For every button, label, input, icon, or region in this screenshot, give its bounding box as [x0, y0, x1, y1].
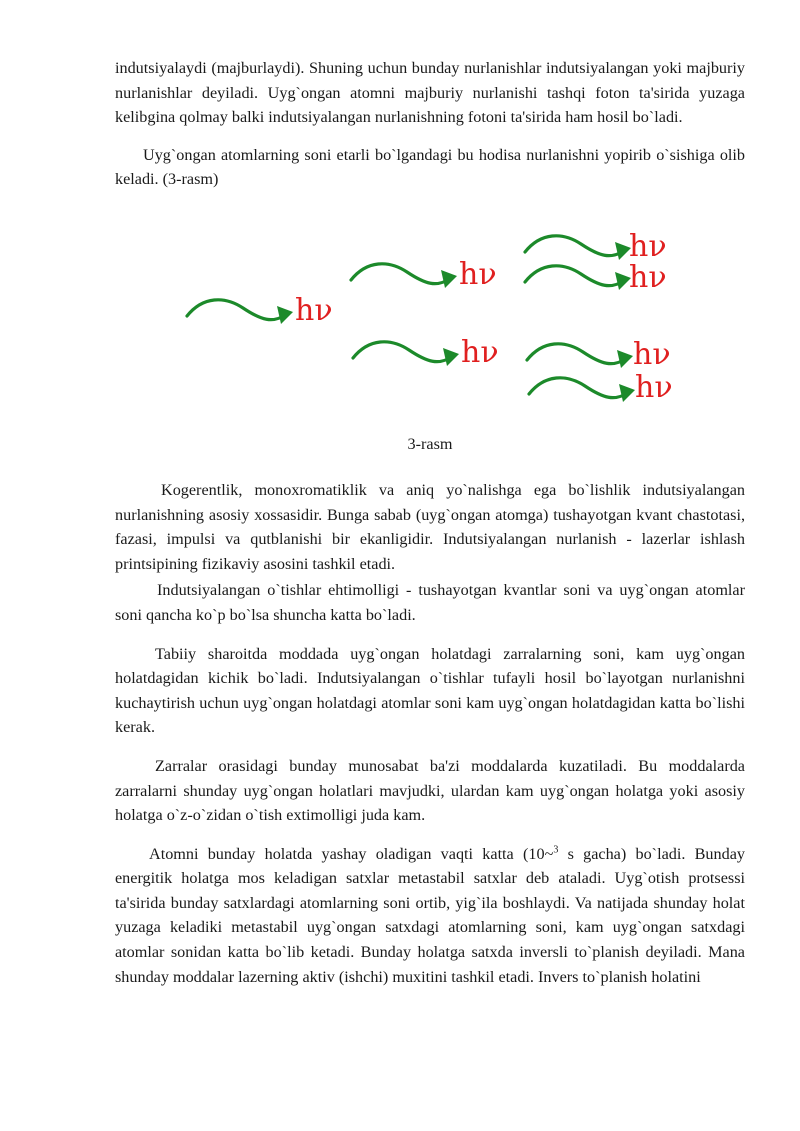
photon-label-5: hν — [629, 259, 667, 295]
photon-wave-7 — [529, 378, 635, 402]
photon-wave-3 — [353, 342, 459, 366]
exponent: 3 — [553, 844, 559, 856]
paragraph-7 — [115, 842, 745, 990]
paragraph-2: Uyg`ongan atomlarning soni etarli bo`lgandagi bu hodisa nurlanishni yopirib o`sishiga olib keladi. (3-rasm) — [115, 145, 745, 189]
figure-caption: 3-rasm — [407, 434, 453, 453]
stimulated-emission-figure — [115, 214, 745, 424]
photon-label-2: hν — [459, 256, 497, 292]
photon-label-4: hν — [629, 228, 667, 264]
photon-wave-4 — [525, 236, 631, 260]
document-page — [115, 56, 745, 989]
paragraph-3: Kogerentlik, monoxromatiklik va aniq yo`nalishga ega bo`lishlik indutsiyalangan nurlanishning asosiy xossasidir. Bunga sabab (uyg`ongan atomga) tushayotgan kvant chastotasi, fazasi, impulsi va qutblanishi bir ekanligidir. Indutsiyalangan nurlanish - lazerlar ishlash printsipining fizikaviy asosini tashkil etadi. — [115, 480, 745, 573]
photon-cascade-diagram — [115, 214, 745, 424]
paragraph-5: Tabiiy sharoitda moddada uyg`ongan holatdagi zarralarning soni, kam uyg`ongan holatdagidan kichik bo`ladi. Indutsiyalangan o`tishlar tufayli hosil bo`layotgan nurlanishni kuchaytirish uchun uyg`ongan holatdagi atomlar soni kam uyg`ongan holatdagidan katta bo`lishi kerak. — [115, 644, 745, 737]
paragraph-4: Indutsiyalangan o`tishlar ehtimolligi - tushayotgan kvantlar soni va uyg`ongan atomlar soni qancha ko`p bo`lsa shuncha katta bo`ladi. — [115, 581, 745, 624]
photon-wave-2 — [351, 264, 457, 288]
photon-wave-1 — [187, 300, 293, 324]
photon-wave-6 — [527, 344, 633, 368]
photon-label-1: hν — [295, 292, 333, 328]
paragraph-7-end: s gacha) bo`ladi. Bunday energitik holatga mos keladigan satxlar metastabil satxlar deb ataladi. Uyg`otish protsessi ta'sirida bunday satxlardagi atomlarning soni ortib, yig`ila boshlaydi. Va natijada shunday holat yuzaga keladiki metastabil uyg`ongan satxdagi atomlarning soni, kam uyg`ongan satxdagi atomlar sonidan katta bo`lib ketadi. Bunday holatga satxda inversli to`planish deyiladi. Mana shunday moddalar lazerning aktiv (ishchi) muxitini tashkil etadi. Invers to`planish holatini — [115, 844, 745, 986]
photon-label-6: hν — [633, 336, 671, 372]
photon-wave-5 — [525, 266, 631, 290]
paragraph-6: Zarralar orasidagi bunday munosabat ba'zi moddalarda kuzatiladi. Bu moddalarda zarralarni shunday uyg`ongan holatlari mavjudki, ulardan kam uyg`ongan holatga yoki asosiy holatga o`z-o`zidan o`tish extimolligi juda kam. — [115, 756, 745, 825]
paragraph-7-start: Atomni bunday holatda yashay oladigan vaqti katta (10~ — [149, 844, 554, 863]
photon-label-3: hν — [461, 334, 499, 370]
paragraph-1: indutsiyalaydi (majburlaydi). Shuning uchun bunday nurlanishlar indutsiyalangan yoki majburiy nurlanishlar deyiladi. Uyg`ongan atomni majburiy nurlanishi tashqi foton ta'sirida yuzaga kelibgina qolmay balki indutsiyalangan nurlanishning fotoni ta'sirida ham hosil bo`ladi. — [115, 59, 745, 127]
photon-label-7: hν — [635, 369, 673, 405]
